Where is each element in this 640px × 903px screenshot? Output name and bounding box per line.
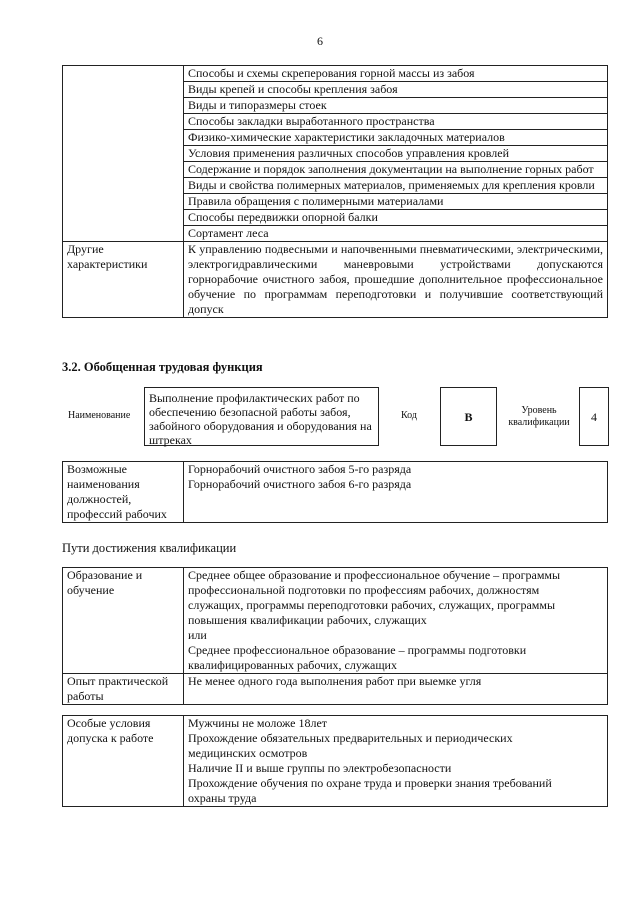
section-heading: 3.2. Обобщенная трудовая функция	[62, 360, 263, 374]
education-line1: Среднее общее образование и профессиональное обучение – программы профессиональной подготовки по профессиям рабочих, должностям служащих, программы переподготовки рабочих, служащих, программы повышения квалификации рабочих, служащих	[188, 568, 561, 627]
position-item: Горнорабочий очистного забоя 6-го разряда	[188, 477, 412, 491]
code-value: В	[464, 410, 473, 424]
knowledge-item: Содержание и порядок заполнения документации на выполнение горных работ	[184, 162, 608, 178]
condition-item: Прохождение обязательных предварительных и периодических медицинских осмотров	[188, 731, 513, 760]
level-value: 4	[591, 410, 597, 424]
other-characteristics-text: К управлению подвесными и напочвенными пневматическими, электрическими, электрогидравлическими маневровыми устройствами допускаются горнорабочие очистного забоя, прошедшие дополнительное профессиональное обучение по программам переподготовки и получившие соответствующий допуск	[184, 242, 608, 318]
name-value-box	[144, 387, 379, 446]
experience-label: Опыт практической работы	[63, 674, 184, 705]
knowledge-label-cell	[63, 66, 184, 242]
positions-table	[62, 461, 608, 523]
knowledge-item: Физико-химические характеристики закладочных материалов	[184, 130, 608, 146]
knowledge-item: Сортамент леса	[184, 226, 608, 242]
name-value: Выполнение профилактических работ по обеспечению безопасной работы забоя, забойного оборудования и оборудования на штреках	[149, 391, 372, 447]
knowledge-table	[62, 65, 608, 318]
education-line2: Среднее профессиональное образование – программы подготовки квалифицированных рабочих, служащих	[188, 643, 527, 672]
condition-item: Наличие II и выше группы по электробезопасности	[188, 761, 452, 775]
conditions-table	[62, 715, 608, 807]
paths-heading: Пути достижения квалификации	[62, 541, 237, 555]
education-table	[62, 567, 608, 705]
name-label: Наименование	[68, 410, 131, 421]
level-label	[508, 405, 570, 429]
conditions-label: Особые условия допуска к работе	[63, 716, 184, 807]
condition-item: Прохождение обучения по охране труда и проверки знания требований охраны труда	[188, 776, 552, 805]
positions-values	[184, 462, 608, 523]
knowledge-item: Условия применения различных способов управления кровлей	[184, 146, 608, 162]
knowledge-item: Способы закладки выработанного пространства	[184, 114, 608, 130]
positions-label: Возможные наименования должностей, профессий рабочих	[63, 462, 184, 523]
code-value-box	[440, 387, 497, 446]
knowledge-item: Способы передвижки опорной балки	[184, 210, 608, 226]
condition-item: Мужчины не моложе 18лет	[188, 716, 328, 730]
level-value-box	[579, 387, 609, 446]
education-label: Образование и обучение	[63, 568, 184, 674]
education-or: или	[188, 628, 207, 642]
education-values	[184, 568, 608, 674]
other-characteristics-label: Другие характеристики	[63, 242, 184, 318]
knowledge-item: Виды крепей и способы крепления забоя	[184, 82, 608, 98]
page-number: 6	[317, 34, 323, 48]
level-label-line1: Уровень	[521, 405, 557, 416]
knowledge-item: Правила обращения с полимерными материалами	[184, 194, 608, 210]
knowledge-item: Виды и свойства полимерных материалов, применяемых для крепления кровли	[184, 178, 608, 194]
level-label-line2: квалификации	[508, 417, 570, 428]
conditions-values	[184, 716, 608, 807]
position-item: Горнорабочий очистного забоя 5-го разряда	[188, 462, 412, 476]
code-label: Код	[401, 410, 417, 421]
knowledge-item: Способы и схемы скреперования горной массы из забоя	[184, 66, 608, 82]
knowledge-item: Виды и типоразмеры стоек	[184, 98, 608, 114]
experience-value: Не менее одного года выполнения работ при выемке угля	[184, 674, 608, 705]
